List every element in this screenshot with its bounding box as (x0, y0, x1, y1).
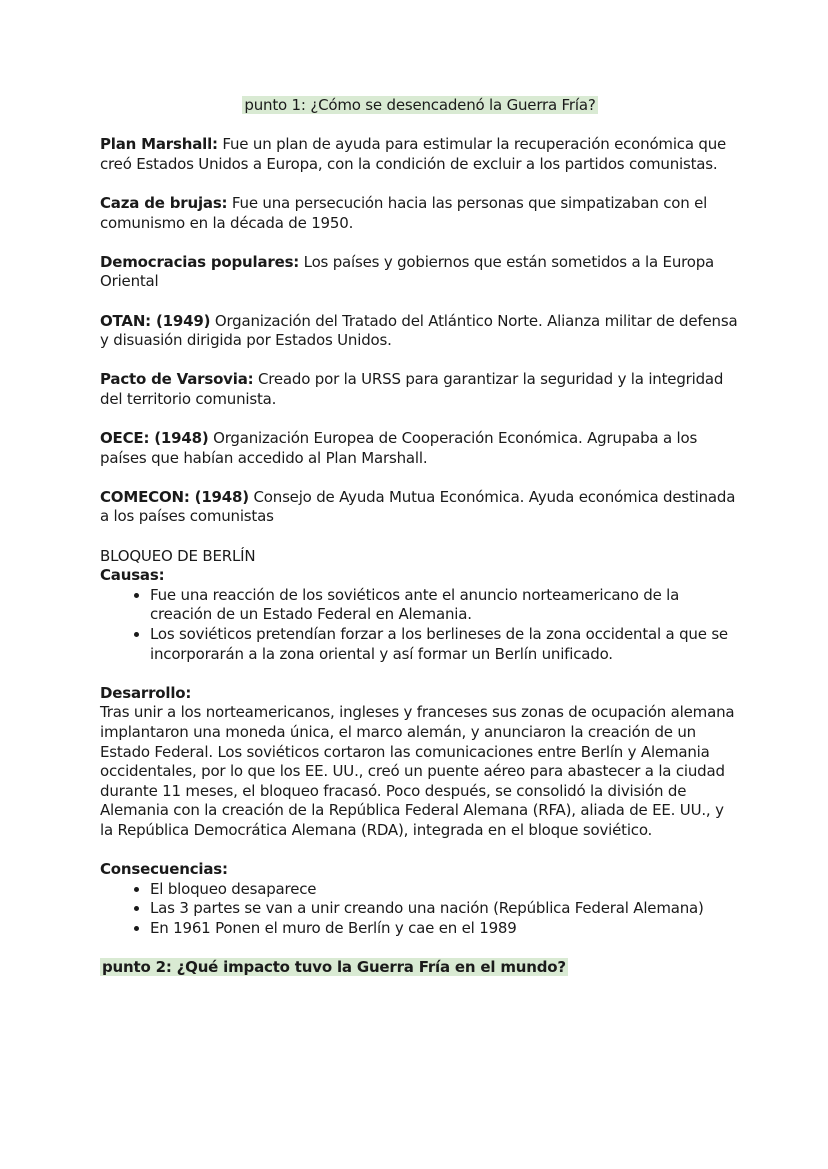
definition-otan: OTAN: (1949) Organización del Tratado del Atlántico Norte. Alianza militar de defensa y disuasión dirigida por Estados Unidos. (100, 311, 738, 350)
list-item: • Los soviéticos pretendían forzar a los berlineses de la zona occidental a que se incorporarán a la zona oriental y así formar un Berlín unificado. (150, 625, 740, 664)
heading-punto-2: punto 2: ¿Qué impacto tuvo la Guerra Fría en el mundo? (102, 958, 566, 977)
heading-punto-1: punto 1: ¿Cómo se desencadenó la Guerra Fría? (244, 96, 596, 114)
list-item: • El bloqueo desaparece (150, 880, 740, 900)
consecuencias-list (100, 880, 740, 939)
list-item: • Las 3 partes se van a unir creando una nación (República Federal Alemana) (150, 899, 740, 919)
list-item: • Fue una reacción de los soviéticos ante el anuncio norteamericano de la creación de un Estado Federal en Alemania. (150, 586, 740, 625)
section-title-bloqueo: BLOQUEO DE BERLÍN (100, 546, 256, 565)
definition-caza-de-brujas: Caza de brujas: Fue una persecución hacia las personas que simpatizaban con el comunismo en la década de 1950. (100, 193, 708, 232)
definition-oece: OECE: (1948) Organización Europea de Cooperación Económica. Agrupaba a los países que habían accedido al Plan Marshall. (100, 429, 698, 467)
desarrollo-text: Tras unir a los norteamericanos, ingleses y franceses sus zonas de ocupación alemana implantaron una moneda única, el marco alemán, y anunciaron la creación de un Estado Federal. Los soviéticos cortaron las comunicaciones entre Berlín y Alemania occidentales, por lo que los EE. UU., creó un puente aéreo para abastecer a la ciudad durante 11 meses, el bloqueo fracasó. Poco después, se consolidó la división de Alemania con la creación de la República Federal Alemana (RFA), aliada de EE. UU., y la República Democrática Alemana (RDA), integrada en el bloque soviético. (100, 703, 735, 839)
document-page (100, 96, 740, 978)
definition-plan-marshall: Plan Marshall: Fue un plan de ayuda para estimular la recuperación económica que creó Estados Unidos a Europa, con la condición de excluir a los partidos comunistas. (100, 135, 727, 173)
consecuencias-label: Consecuencias: (100, 860, 228, 879)
causas-label: Causas: (100, 566, 165, 585)
causas-list (100, 586, 740, 664)
list-item: • En 1961 Ponen el muro de Berlín y cae en el 1989 (150, 919, 740, 939)
definition-comecon: COMECON: (1948) Consejo de Ayuda Mutua Económica. Ayuda económica destinada a los países comunistas (100, 487, 736, 526)
definition-democracias-populares: Democracias populares: Los países y gobiernos que están sometidos a la Europa Oriental (100, 252, 715, 291)
desarrollo-label: Desarrollo: (100, 683, 192, 702)
definition-pacto-varsovia: Pacto de Varsovia: Creado por la URSS para garantizar la seguridad y la integridad del territorio comunista. (100, 370, 724, 408)
